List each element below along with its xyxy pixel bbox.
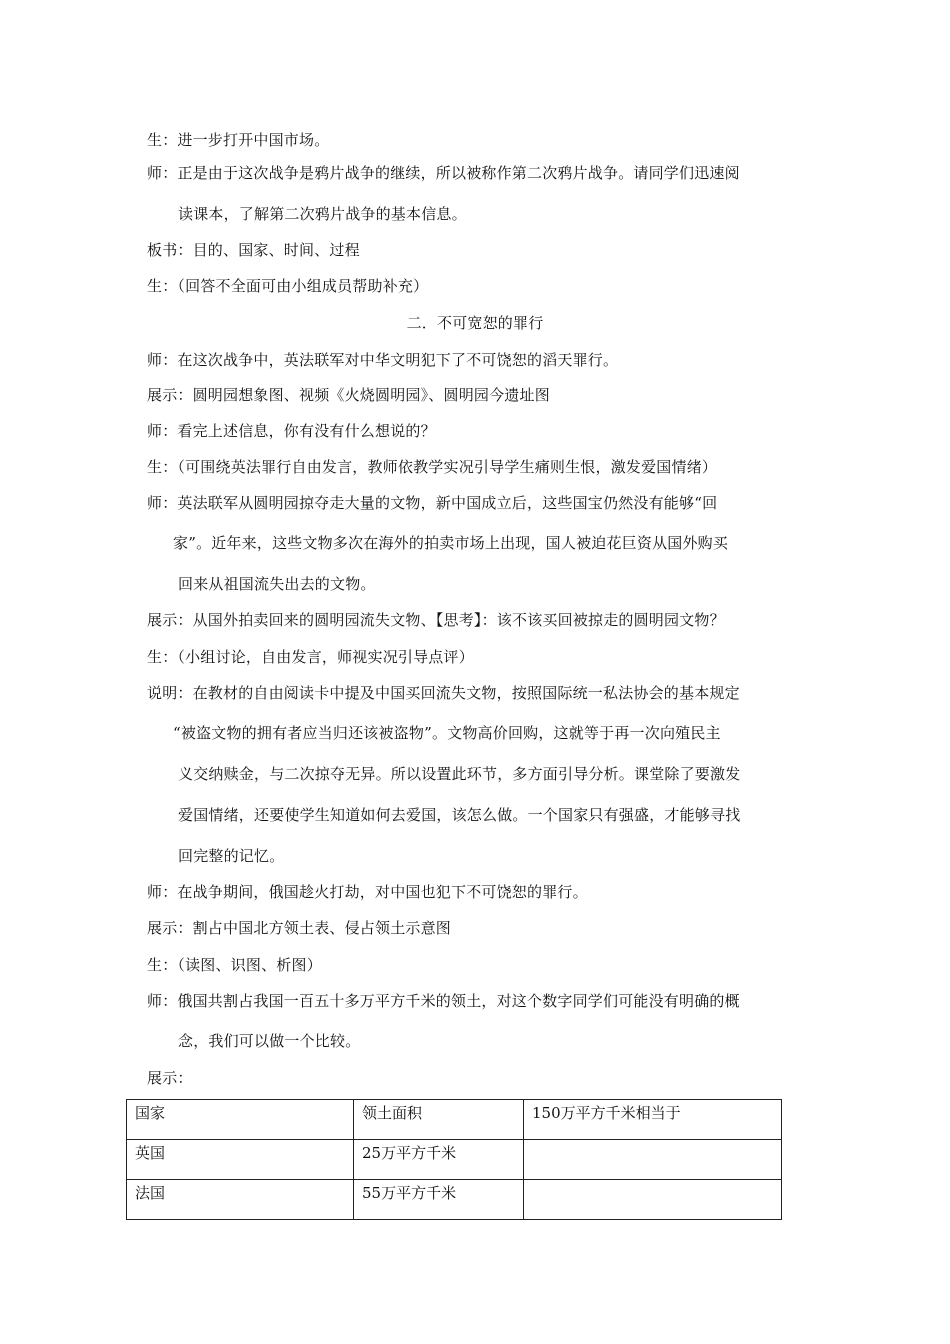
paragraph-line: 生：（小组讨论，自由发言，师视实况引导点评） — [147, 648, 474, 666]
paragraph-line: 师：在这次战争中，英法联军对中华文明犯下了不可饶恕的滔天罪行。 — [147, 351, 619, 369]
paragraph-line: 念，我们可以做一个比较。 — [178, 1032, 361, 1050]
paragraph-line: 回来从祖国流失出去的文物。 — [178, 575, 376, 593]
table-cell: 150万平方千米相当于 — [524, 1100, 782, 1140]
table-cell: 领土面积 — [354, 1100, 524, 1140]
paragraph-line: 爱国情绪，还要使学生知道如何去爱国，该怎么做。一个国家只有强盛，才能够寻找 — [178, 806, 741, 824]
table-cell: 英国 — [127, 1140, 354, 1180]
paragraph-line: 生：（读图、识图、析图） — [147, 956, 322, 974]
table-cell: 国家 — [127, 1100, 354, 1140]
paragraph-line: 读课本，了解第二次鸦片战争的基本信息。 — [178, 205, 467, 223]
paragraph-line: 说明：在教材的自由阅读卡中提及中国买回流失文物，按照国际统一私法协会的基本规定 — [147, 684, 740, 702]
table-cell: 55万平方千米 — [354, 1180, 524, 1220]
paragraph-line: 回完整的记忆。 — [178, 847, 285, 865]
table-row — [127, 1140, 782, 1180]
paragraph-line: 师：英法联军从圆明园掠夺走大量的文物，新中国成立后，这些国宝仍然没有能够“回 — [147, 494, 718, 512]
paragraph-line: 师：俄国共割占我国一百五十多万平方千米的领土，对这个数字同学们可能没有明确的概 — [147, 992, 740, 1010]
table-cell: 25万平方千米 — [354, 1140, 524, 1180]
table-row — [127, 1180, 782, 1220]
table-cell — [524, 1180, 782, 1220]
paragraph-line: 师：看完上述信息，你有没有什么想说的？ — [147, 422, 436, 440]
board-writing: 板书：目的、国家、时间、过程 — [147, 241, 360, 259]
paragraph-line: 师：在战争期间，俄国趁火打劫，对中国也犯下不可饶恕的罪行。 — [147, 883, 588, 901]
paragraph-line: “被盗文物的拥有者应当归还该被盗物”。文物高价回购，这就等于再一次向殖民主 — [173, 724, 721, 742]
table-cell: 法国 — [127, 1180, 354, 1220]
paragraph-line: 生：（回答不全面可由小组成员帮助补充） — [147, 277, 429, 295]
paragraph-line: 家”。近年来，这些文物多次在海外的拍卖市场上出现，国人被迫花巨资从国外购买 — [173, 534, 729, 552]
paragraph-line: 生：进一步打开中国市场。 — [147, 131, 330, 149]
paragraph-line: 师：正是由于这次战争是鸦片战争的继续，所以被称作第二次鸦片战争。请同学们迅速阅 — [147, 164, 740, 182]
paragraph-line: 展示： — [147, 1069, 193, 1087]
table-cell — [524, 1140, 782, 1180]
paragraph-line: 展示：圆明园想象图、视频《火烧圆明园》、圆明园今遗址图 — [147, 386, 550, 404]
paragraph-line: 展示：从国外拍卖回来的圆明园流失文物、【思考】：该不该买回被掠走的圆明园文物？ — [147, 611, 725, 629]
paragraph-line: 义交纳赎金，与二次掠夺无异。所以设置此环节，多方面引导分析。课堂除了要激发 — [178, 765, 741, 783]
section-heading: 二．不可宽恕的罪行 — [406, 314, 544, 332]
table-header-row — [127, 1100, 782, 1140]
territory-comparison-table — [126, 1099, 782, 1220]
paragraph-line: 生：（可围绕英法罪行自由发言，教师依教学实况引导学生痛则生恨，激发爱国情绪） — [147, 458, 718, 476]
paragraph-line: 展示：割占中国北方领土表、侵占领土示意图 — [147, 919, 452, 937]
